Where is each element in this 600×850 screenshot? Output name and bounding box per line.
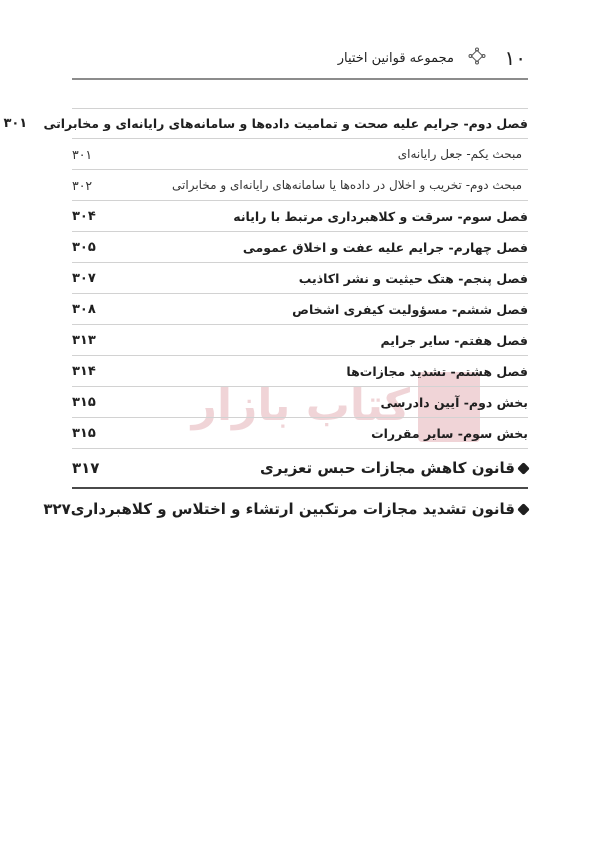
toc-row bbox=[3, 108, 528, 139]
diamond-bullet-icon bbox=[517, 503, 530, 516]
toc-entry-page: ۳۰۵ bbox=[72, 239, 96, 255]
toc-row bbox=[72, 418, 528, 449]
watermark-text: کتاب بازار bbox=[191, 380, 410, 431]
toc-entry-page: ۳۰۷ bbox=[72, 270, 96, 286]
toc-row bbox=[72, 387, 528, 418]
toc-entry-label: فصل دوم- جرایم علیه صحت و تمامیت داده‌ها و سامانه‌های رایانه‌ای و مخابراتی bbox=[43, 116, 528, 131]
law-page: ۳۱۷ bbox=[72, 459, 100, 477]
toc-row bbox=[72, 263, 528, 294]
diamond-bullet-icon bbox=[517, 462, 530, 475]
page-number: ۱۰ bbox=[504, 46, 526, 70]
toc-entry-page: ۳۱۳ bbox=[72, 332, 96, 348]
toc-row bbox=[72, 325, 528, 356]
page-header bbox=[72, 38, 528, 78]
toc-entry-label: مبحث دوم- تخریب و اخلال در داده‌ها یا سامانه‌های رایانه‌ای و مخابراتی bbox=[172, 178, 522, 192]
book-title: مجموعه قوانین اختیار bbox=[337, 50, 454, 66]
toc-entry-label: فصل ششم- مسؤولیت کیفری اشخاص bbox=[292, 301, 528, 317]
toc-entry-label: مبحث یکم- جعل رایانه‌ای bbox=[397, 147, 522, 161]
toc-entry-page: ۳۰۱ bbox=[3, 116, 28, 131]
toc-entry-label: فصل سوم- سرقت و کلاهبرداری مرتبط با رایانه bbox=[233, 208, 528, 224]
toc-entry-label: فصل پنجم- هتک حیثیت و نشر اکاذیب bbox=[298, 270, 528, 286]
toc-entry-page: ۳۰۸ bbox=[72, 301, 96, 317]
toc-entry-label: فصل چهارم- جرایم علیه عفت و اخلاق عمومی bbox=[242, 239, 528, 255]
toc-entry-page: ۳۰۱ bbox=[72, 146, 93, 162]
law-page: ۳۲۷ bbox=[43, 500, 71, 518]
toc-entry-page: ۳۰۴ bbox=[72, 208, 96, 224]
toc-row bbox=[72, 356, 528, 387]
law-row bbox=[72, 449, 528, 489]
ornament-icon bbox=[468, 47, 486, 69]
law-title bbox=[260, 459, 528, 477]
law-title bbox=[71, 500, 528, 518]
toc-row bbox=[72, 201, 528, 232]
toc-row bbox=[72, 294, 528, 325]
toc-entry-label: بخش سوم- سایر مقررات bbox=[371, 425, 528, 441]
law-title-text: قانون کاهش مجازات حبس تعزیری bbox=[260, 459, 515, 477]
table-of-contents bbox=[3, 108, 528, 529]
toc-entry-page: ۳۱۴ bbox=[72, 363, 96, 379]
toc-row bbox=[72, 139, 528, 170]
toc-entry-label: فصل هفتم- سایر جرایم bbox=[380, 332, 528, 348]
toc-entry-label: فصل هشتم- تشدید مجازات‌ها bbox=[346, 363, 528, 379]
toc-row bbox=[72, 170, 528, 201]
toc-entry-page: ۳۱۵ bbox=[72, 425, 96, 441]
toc-entry-page: ۳۰۲ bbox=[72, 177, 93, 193]
law-row bbox=[43, 489, 528, 529]
law-title-text: قانون تشدید مجازات مرتکبین ارتشاء و اختلاس و کلاهبرداری bbox=[70, 500, 515, 518]
toc-entry-label: بخش دوم- آیین دادرسی bbox=[380, 394, 528, 410]
header-divider bbox=[72, 78, 528, 80]
toc-entry-page: ۳۱۵ bbox=[72, 394, 96, 410]
toc-row bbox=[72, 232, 528, 263]
